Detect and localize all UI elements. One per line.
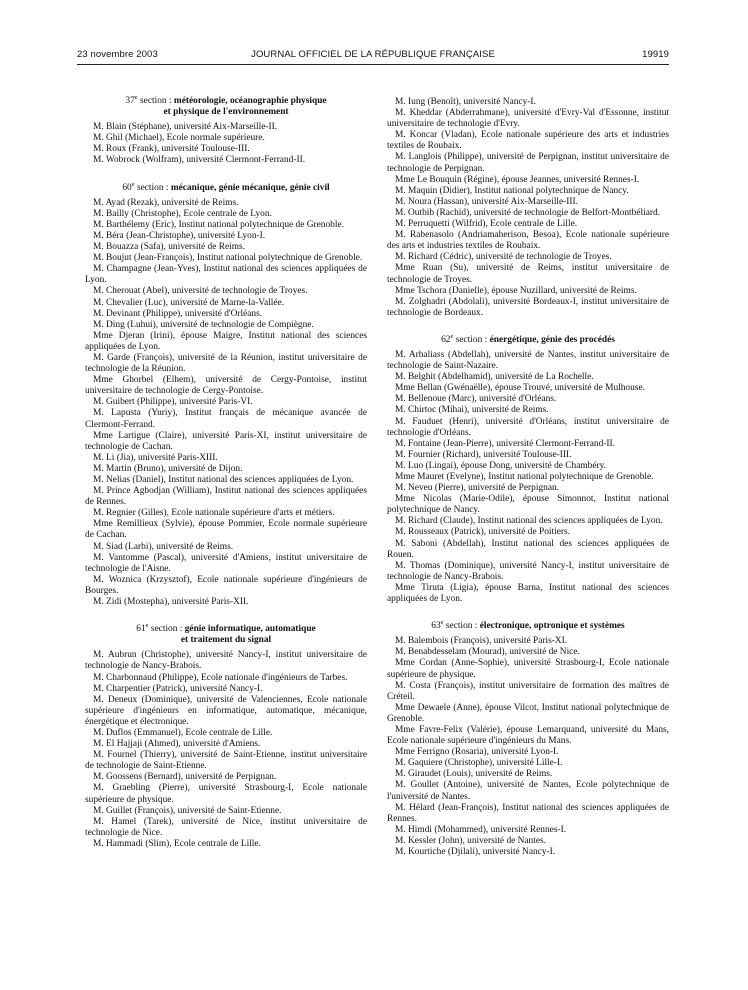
list-item: M. Goullet (Antoine), université de Nantes, Ecole polytechnique de l'université de Nantes. — [387, 780, 669, 802]
list-item: M. Saboni (Abdellah), Institut national des sciences appliquées de Rouen. — [387, 538, 669, 560]
list-item: M. Iung (Benoît), université Nancy-I. — [395, 97, 536, 107]
section-title-60 — [85, 180, 367, 194]
list-item: Mme Dewaele (Anne), épouse Vilcot, Institut national polytechnique de Grenoble. — [387, 702, 669, 724]
list-item: M. Hammadi (Slim), Ecole centrale de Lille. — [93, 838, 261, 849]
list-item: M. Boujut (Jean-François), Institut national polytechnique de Grenoble. — [93, 253, 363, 264]
section-number: 62 — [441, 334, 451, 345]
section-entries-62 — [387, 350, 669, 605]
section-number-suffix: e — [145, 622, 149, 629]
section-entries-37 — [85, 122, 367, 166]
section-number: 60 — [122, 182, 132, 193]
list-item: M. Fournel (Thierry), université de Saint-Etienne, institut universitaire de technologie de Saint-Etienne. — [85, 750, 367, 772]
list-item: M. Guillet (François), université de Saint-Etienne. — [93, 805, 282, 816]
section-number: 63 — [431, 621, 441, 632]
list-item: M. Regnier (Gilles), Ecole nationale supérieure d'arts et métiers. — [93, 508, 335, 519]
list-item: M. Outbib (Rachid), université de technologie de Belfort-Montbéliard. — [395, 207, 661, 218]
list-item: M. Koncar (Vladan), Ecole nationale supérieure des arts et industries textiles de Roubaix. — [387, 130, 669, 152]
list-item: M. Ayad (Rezak), université de Reims. — [93, 197, 239, 208]
list-item: M. Graebling (Pierre), université Strasbourg-I, Ecole nationale supérieure de physique. — [85, 783, 367, 805]
header-date: 23 novembre 2003 — [77, 49, 158, 60]
list-item: Mme Ferrigno (Rosaria), université Lyon-I. — [395, 747, 559, 758]
section-subject-cont: et physique de l'environnement — [163, 107, 289, 118]
section-subject: génie informatique, automatique — [184, 624, 316, 635]
list-item: M. Ghil (Michael), Ecole normale supérieure. — [93, 133, 265, 144]
list-item: M. Guibert (Philippe), université Paris-VI. — [93, 397, 253, 408]
page-header — [77, 49, 669, 63]
list-item: M. Richard (Claude), Institut national des sciences appliquées de Lyon. — [395, 516, 663, 527]
list-item: M. Hélard (Jean-François), Institut national des sciences appliquées de Rennes. — [387, 802, 669, 824]
list-item: M. Béra (Jean-Christophe), université Lyon-I. — [93, 230, 266, 241]
list-item: M. Roux (Frank), université Toulouse-III. — [93, 144, 250, 155]
list-item: M. Langlois (Philippe), université de Perpignan, institut universitaire de technologie de Perpignan. — [387, 152, 669, 174]
section-subject: électronique, optronique et systèmes — [479, 621, 625, 632]
list-item: M. Hamel (Tarek), université de Nice, institut universitaire de technologie de Nice. — [85, 816, 367, 838]
section-entries-60 — [85, 198, 367, 608]
list-item: M. Zolghadri (Abdolali), université Bordeaux-I, institut universitaire de technologie de Bordeaux. — [387, 296, 669, 318]
header-title: JOURNAL OFFICIEL DE LA RÉPUBLIQUE FRANÇAISE — [251, 49, 495, 60]
list-item: M. Kessler (John), université de Nantes. — [395, 835, 547, 846]
list-item: M. El Hajjaji (Ahmed), université d'Amiens. — [93, 739, 261, 750]
section-number-suffix: e — [134, 93, 138, 101]
list-item: M. Blain (Stéphane), université Aix-Marseille-II. — [93, 122, 278, 133]
list-item: M. Charbonnaud (Philippe), Ecole nationale d'ingénieurs de Tarbes. — [93, 672, 348, 683]
header-page-number: 19919 — [642, 49, 669, 60]
section-entries-63 — [387, 636, 669, 858]
list-item: M. Neveu (Pierre), université de Perpignan. — [395, 483, 560, 494]
list-item: Mme Ghorbel (Elhem), université de Cergy-Pontoise, institut universitaire de technologie de Cergy-Pontoise. — [85, 375, 367, 397]
section-title-63 — [387, 621, 669, 632]
section-label: section : — [443, 621, 480, 632]
list-item: Mme Favre-Felix (Valérie), épouse Lemarquand, université du Mans, Ecole nationale supérieure d'ingénieurs du Mans. — [387, 724, 669, 747]
section-subject: météorologie, océanographie physique — [173, 96, 327, 106]
list-item: M. Fontaine (Jean-Pierre), université Clermont-Ferrand-II. — [395, 438, 615, 449]
left-column — [85, 93, 367, 850]
list-item: Mme Cordan (Anne-Sophie), université Strasbourg-I, Ecole nationale supérieure de physique. — [387, 658, 669, 680]
list-item: M. Siad (Larbi), université de Reims. — [93, 541, 234, 552]
section-label: section : — [134, 182, 171, 193]
list-item: M. Wobrock (Wolfram), université Clermont-Ferrand-II. — [93, 155, 306, 166]
list-item: Mme Mauret (Evelyne), Institut national polytechnique de Grenoble. — [395, 472, 654, 482]
list-item: M. Rousseaux (Patrick), université de Poitiers. — [395, 527, 570, 538]
section-number: 37 — [125, 96, 135, 106]
list-item: M. Kheddar (Abderrahmane), université d'Evry-Val d'Essonne, institut universitaire de technologie d'Evry. — [387, 108, 669, 130]
list-item: M. Giraudet (Louis), université de Reims. — [395, 769, 553, 780]
list-item: M. Cherouat (Abel), université de technologie de Troyes. — [93, 286, 308, 297]
section-subject-cont: et traitement du signal — [180, 635, 272, 646]
list-item: Mme Djeran (Irini), épouse Maigre, Institut national des sciences appliquées de Lyon. — [85, 330, 367, 352]
list-item: Mme Remillieux (Sylvie), épouse Pommier, Ecole normale supérieure de Cachan. — [85, 519, 367, 541]
list-item: M. Chevalier (Luc), université de Marne-la-Vallée. — [93, 297, 285, 308]
list-item: M. Deneux (Dominique), université de Valenciennes, Ecole nationale supérieure d'ingénieurs en informatique, automatique, mécanique, énergétique et électronique. — [85, 694, 367, 727]
list-item: M. Perruquetti (Wilfrid), Ecole centrale de Lille. — [395, 219, 578, 230]
list-item: M. Bellenoue (Marc), université d'Orléans. — [395, 394, 557, 405]
list-item: M. Bailly (Christophe), Ecole centrale de Lyon. — [93, 208, 272, 219]
list-item: M. Luo (Lingai), épouse Dong, université de Chambéry. — [395, 460, 607, 471]
list-item: M. Devinant (Philippe), université d'Orléans. — [93, 308, 263, 319]
section-label: section : — [453, 334, 490, 345]
list-item: Mme Bellan (Gwénaëlle), épouse Trouvé, université de Mulhouse. — [395, 383, 645, 394]
list-item: M. Nelias (Daniel), Institut national des sciences appliquées de Lyon. — [93, 475, 354, 485]
list-item: M. Rabenasolo (Andriamaherison, Besoa), Ecole nationale supérieure des arts et industries textiles de Roubaix. — [387, 230, 669, 252]
list-item: M. Champagne (Jean-Yves), Institut national des sciences appliquées de Lyon. — [85, 264, 367, 286]
section-number: 61 — [136, 624, 146, 635]
list-item: Mme Tschora (Danielle), épouse Nuzillard, université de Reims. — [395, 285, 637, 296]
section-subject: mécanique, génie mécanique, génie civil — [170, 182, 330, 193]
list-item: M. Himdi (Mohammed), université Rennes-I. — [395, 824, 567, 835]
list-item: M. Vantomme (Pascal), université d'Amiens, institut universitaire de technologie de l'Aisne. — [85, 552, 367, 574]
section-title-61 — [85, 624, 367, 646]
list-item: Mme Tiruta (Ligia), épouse Barna, Institut national des sciences appliquées de Lyon. — [387, 582, 669, 605]
list-item: M. Fauduet (Henri), université d'Orléans, institut universitaire de technologie d'Orléans. — [387, 416, 669, 438]
list-item: M. Woznica (Krzysztof), Ecole nationale supérieure d'ingénieurs de Bourges. — [85, 574, 367, 596]
list-item: M. Aubrun (Christophe), université Nancy-I, institut universitaire de technologie de Nancy-Brabois. — [85, 650, 367, 672]
list-item: Mme Ruan (Su), université de Reims, institut universitaire de technologie de Troyes. — [387, 263, 669, 285]
list-item: M. Prince Agbodjan (William), Institut national des sciences appliquées de Rennes. — [85, 486, 367, 508]
header-rule — [77, 64, 669, 65]
list-item: Mme Lartigue (Claire), université Paris-XI, institut universitaire de technologie de Cachan. — [85, 430, 367, 452]
list-item: M. Li (Jia), université Paris-XIII. — [93, 452, 218, 463]
list-item: M. Chirtoc (Mihai), université de Reims. — [395, 405, 549, 416]
list-item: M. Noura (Hassan), université Aix-Marseille-III. — [395, 196, 579, 207]
list-item: M. Duflos (Emmanuel), Ecole centrale de Lille. — [93, 727, 273, 738]
list-item: M. Lapusta (Yuriy), Institut français de mécanique avancée de Clermont-Ferrand. — [85, 408, 367, 430]
list-item: M. Garde (François), université de la Réunion, institut universitaire de technologie de la Réunion. — [85, 352, 367, 375]
list-item: M. Maquin (Didier), Institut national polytechnique de Nancy. — [395, 185, 629, 196]
list-item: M. Belghit (Abdelhamid), université de La Rochelle. — [395, 372, 594, 383]
list-item: M. Costa (François), institut universitaire de formation des maîtres de Créteil. — [387, 680, 669, 702]
list-item: M. Balembois (François), université Paris-XI. — [395, 636, 568, 647]
section-entries-61-right — [387, 97, 669, 319]
list-item: M. Benabdesselam (Mourad), université de Nice. — [395, 647, 580, 658]
list-item: M. Goossens (Bernard), université de Perpignan. — [93, 772, 277, 783]
list-item: Mme Le Bouquin (Régine), épouse Jeannes, université Rennes-I. — [395, 174, 640, 185]
list-item: M. Martin (Bruno), université de Dijon. — [93, 463, 243, 474]
list-item: M. Kourtiche (Djilali), université Nancy-I. — [395, 847, 556, 857]
list-item: M. Ding (Luhui), université de technologie de Compiègne. — [93, 319, 314, 330]
right-column — [387, 97, 669, 858]
list-item: M. Arhaliass (Abdellah), université de Nantes, institut universitaire de technologie de Saint-Nazaire. — [387, 349, 669, 372]
list-item: M. Richard (Cédric), université de technologie de Troyes. — [395, 252, 612, 263]
section-label: section : — [148, 624, 185, 635]
list-item: M. Zidi (Mostepha), université Paris-XII. — [93, 597, 249, 608]
section-title-62 — [387, 332, 669, 346]
list-item: Mme Nicolas (Marie-Odile), épouse Simonnot, Institut national polytechnique de Nancy. — [387, 494, 669, 516]
list-item: M. Barthélemy (Eric), Institut national polytechnique de Grenoble. — [93, 219, 344, 230]
list-item: M. Fournier (Richard), université Toulouse-III. — [395, 449, 572, 460]
list-item: M. Bouazza (Safa), université de Reims. — [93, 242, 246, 253]
section-entries-61-left — [85, 650, 367, 850]
list-item: M. Charpentier (Patrick), université Nancy-I. — [93, 683, 263, 694]
section-number-suffix: e — [440, 619, 444, 626]
list-item: M. Gaquiere (Christophe), université Lille-I. — [395, 758, 563, 769]
section-label: section : — [137, 96, 174, 106]
section-subject: énergétique, génie des procédés — [489, 334, 615, 345]
list-item: M. Thomas (Dominique), université Nancy-I, institut universitaire de technologie de Nancy-Brabois. — [387, 560, 669, 582]
section-number-suffix: e — [131, 180, 135, 188]
section-number-suffix: e — [450, 332, 454, 340]
section-title-37 — [85, 93, 367, 118]
